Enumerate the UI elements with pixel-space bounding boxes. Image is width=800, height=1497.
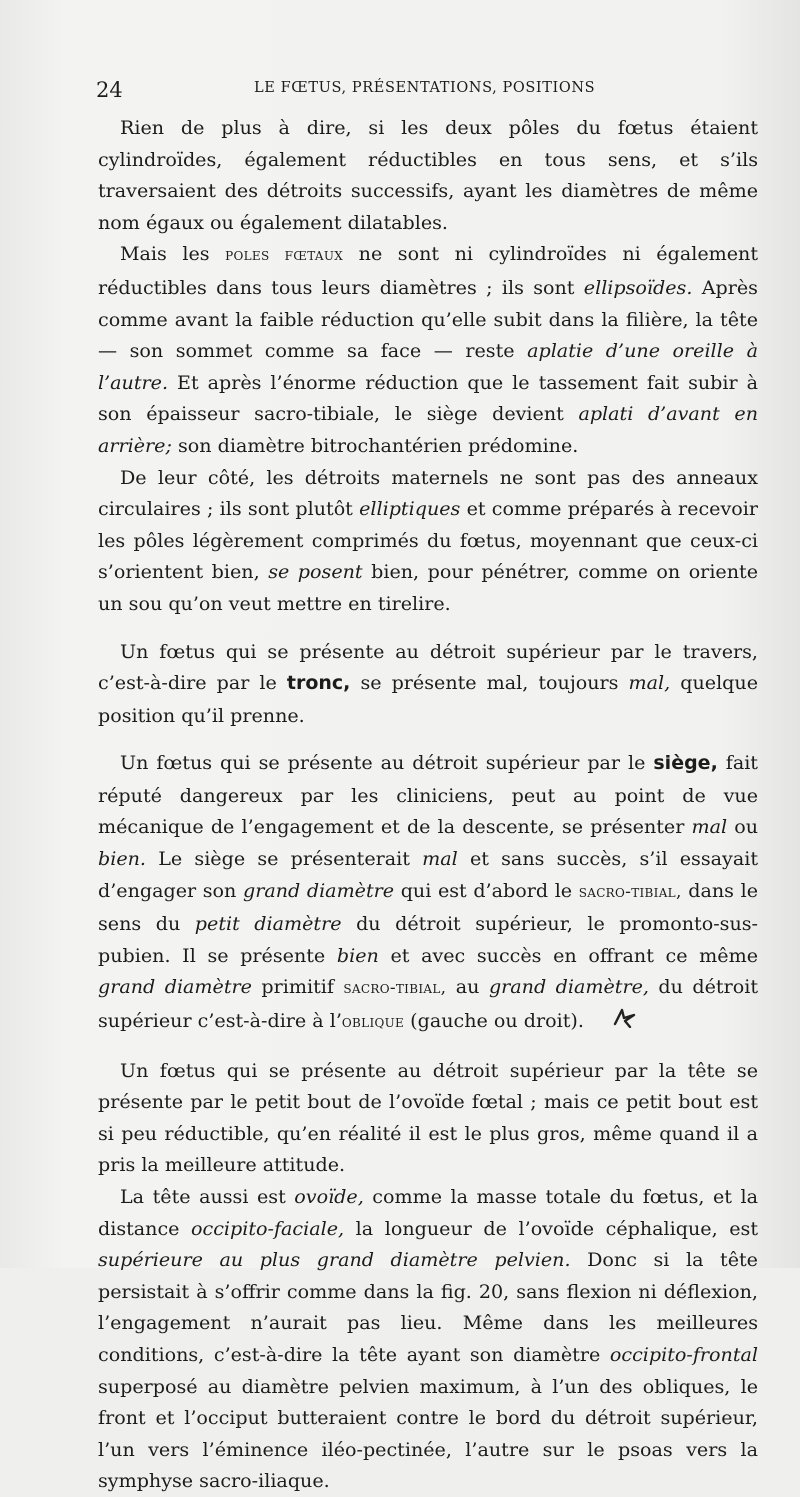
italic-term: petit diamètre xyxy=(194,912,342,936)
bold-term: siège, xyxy=(653,752,718,775)
paragraph-7: La tête aussi est ovoïde, comme la masse totale du fœtus, et la distance occipito-faciale, la longueur de l’ovoïde céphalique, est supérieure au plus grand diamètre pelvien. Donc si la tête persistait à s’offrir comme dans la fig. 20, sans flexion ni déflexion, l’engagement n’aurait pas lieu. Même dans les meilleures conditions, c’est-à-dire la tête ayant son diamètre occipito-frontal superposé au diamètre pelvien maximum, à l’un des obliques, le front et l’occiput butteraient contre le bord du détroit supérieur, l’un vers l’éminence iléo-pectinée, l’autre sur le psoas vers la symphyse sacro-iliaque. xyxy=(98,1185,758,1493)
italic-term: mal xyxy=(422,847,458,871)
italic-term: mal xyxy=(691,815,728,839)
running-title: LE FŒTUS, PRÉSENTATIONS, POSITIONS xyxy=(254,80,596,96)
paragraph-2: Mais les poles fœtaux ne sont ni cylindroïdes ni également réductibles dans tous leurs diamètres ; ils sont ellipsoïdes. Après comme avant la faible réduction qu’elle subit dans la filière, la tête — son sommet comme sa face — reste aplatie d’une oreille à l’autre. Et après l’énorme réduction que le tassement fait subir à son épaisseur sacro-tibiale, le siège devient aplati d’avant en arrière; son diamètre bitrochantérien prédomine. xyxy=(98,242,759,457)
small-caps-term: oblique xyxy=(341,1012,405,1033)
italic-term: aplati d’avant en arrière; xyxy=(98,402,759,457)
italic-term: grand diamètre xyxy=(242,878,395,902)
italic-term: elliptiques xyxy=(359,497,461,521)
small-caps-term: poles fœtaux xyxy=(225,245,344,266)
italic-term: grand diamètre xyxy=(98,975,252,999)
hand-drawn-mark-icon xyxy=(590,1006,638,1038)
small-caps-term: sacro-tibial, xyxy=(343,978,447,999)
italic-term: bien xyxy=(336,943,379,967)
small-caps-term: sacro-tibial, xyxy=(578,881,682,902)
paragraph-6: Un fœtus qui se présente au détroit supérieur par la tête se présente par le petit bout de l’ovoïde fœtal ; mais ce petit bout est si peu réductible, qu’en réalité il est le plus gros, même quand il a pris la meilleure attitude. xyxy=(98,1058,758,1177)
italic-term: ovoïde, xyxy=(294,1185,364,1208)
paragraph-4: Un fœtus qui se présente au détroit supérieur par le travers, c’est-à-dire par le tronc, se présente mal, toujours mal, quelque position qu’il prenne. xyxy=(98,639,758,727)
italic-term: ellipsoïdes. xyxy=(583,275,693,299)
page-body xyxy=(98,112,758,1497)
italic-term: se posent xyxy=(268,560,363,584)
italic-term: grand diamètre, xyxy=(488,975,649,999)
italic-term: occipito-frontal xyxy=(609,1342,758,1366)
bold-term: tronc, xyxy=(286,672,351,695)
page-header xyxy=(96,74,756,104)
paragraph-3: De leur côté, les détroits maternels ne sont pas des anneaux circulaires ; ils sont plutôt elliptiques et comme préparés à recevoir les pôles légèrement comprimés du fœtus, moyennant que ceux-ci s’orientent bien, se posent bien, pour pénétrer, comme on oriente un sou qu’on veut mettre en tirelire. xyxy=(98,465,758,615)
paragraph-1: Rien de plus à dire, si les deux pôles du fœtus étaient cylindroïdes, également réductibles en tous sens, et s’ils traversaient des détroits successifs, ayant les diamètres de même nom égaux ou également dilatables. xyxy=(98,116,758,234)
italic-term: bien. xyxy=(98,847,146,871)
italic-term: supérieure au plus grand diamètre pelvien. xyxy=(98,1248,571,1272)
page-number: 24 xyxy=(96,78,123,102)
italic-term: occipito-faciale, xyxy=(191,1216,345,1240)
italic-term: aplatie d’une oreille à l’autre. xyxy=(98,339,758,394)
italic-term: mal, xyxy=(628,671,671,695)
paragraph-5: Un fœtus qui se présente au détroit supérieur par le siège, fait réputé dangereux par les cliniciens, peut au point de vue mécanique de l’engagement et de la descente, se présenter mal ou bien. Le siège se présenterait mal et sans succès, s’il essayait d’engager son grand diamètre qui est d’abord le sacro-tibial, dans le sens du petit diamètre du détroit supérieur, le promonto-sus-pubien. Il se présente bien et avec succès en offrant ce même grand diamètre primitif sacro-tibial, au grand diamètre, du détroit supérieur c’est-à-dire à l’oblique (gauche ou droit). xyxy=(98,747,758,1038)
